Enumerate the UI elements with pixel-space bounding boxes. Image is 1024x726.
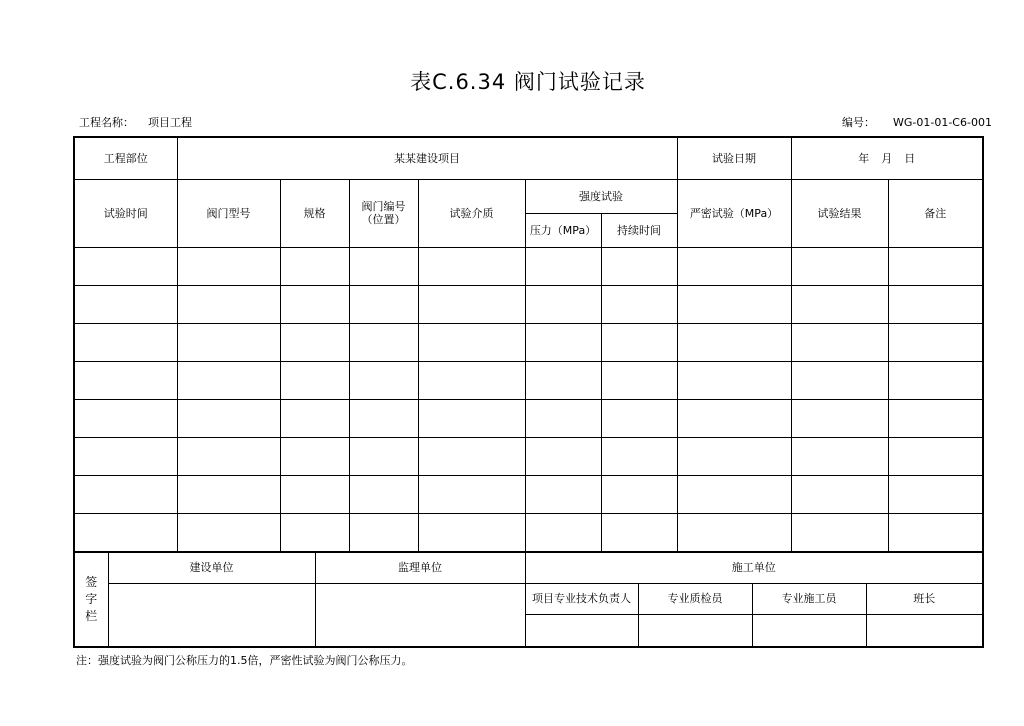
table-cell[interactable] <box>177 513 280 551</box>
table-cell[interactable] <box>280 361 349 399</box>
footnote: 注：强度试验为阀门公称压力的1.5倍，严密性试验为阀门公称压力。 <box>76 654 413 667</box>
col-tightness: 严密试验（MPa） <box>677 179 791 247</box>
signature-column-label <box>74 552 108 647</box>
col-valve-model: 阀门型号 <box>177 179 280 247</box>
table-cell[interactable] <box>888 361 983 399</box>
construction-unit-label: 建设单位 <box>108 552 315 583</box>
table-cell[interactable] <box>601 285 677 323</box>
table-cell[interactable] <box>525 247 601 285</box>
part-value: 某某建设项目 <box>177 137 677 179</box>
table-cell[interactable] <box>177 285 280 323</box>
col-spec: 规格 <box>280 179 349 247</box>
project-name-value: 项目工程 <box>148 116 192 129</box>
table-cell[interactable] <box>280 475 349 513</box>
date-month: 月 <box>881 151 893 165</box>
table-row <box>74 437 983 475</box>
page-title: 表C.6.34 阀门试验记录 <box>410 70 646 94</box>
quality-inspector-sign[interactable] <box>638 614 752 647</box>
table-cell[interactable] <box>677 437 791 475</box>
table-cell[interactable] <box>525 399 601 437</box>
col-medium: 试验介质 <box>418 179 525 247</box>
table-cell[interactable] <box>74 247 177 285</box>
table-cell[interactable] <box>601 399 677 437</box>
code-label: 编号： <box>842 116 875 129</box>
table-cell[interactable] <box>677 399 791 437</box>
test-record-table <box>73 136 984 552</box>
table-cell[interactable] <box>177 361 280 399</box>
table-cell[interactable] <box>349 285 418 323</box>
signature-column-text: 签字栏 <box>85 574 98 623</box>
table-cell[interactable] <box>349 475 418 513</box>
table-cell[interactable] <box>601 361 677 399</box>
signature-header-row <box>74 552 983 583</box>
col-strength-test: 强度试验 <box>525 179 677 213</box>
table-cell[interactable] <box>349 437 418 475</box>
table-cell[interactable] <box>418 285 525 323</box>
table-cell[interactable] <box>888 437 983 475</box>
tech-lead-sign[interactable] <box>525 614 638 647</box>
table-cell[interactable] <box>525 475 601 513</box>
table-cell[interactable] <box>888 475 983 513</box>
table-cell[interactable] <box>418 513 525 551</box>
table-cell[interactable] <box>177 247 280 285</box>
table-row <box>74 513 983 551</box>
table-cell[interactable] <box>280 513 349 551</box>
table-cell[interactable] <box>525 437 601 475</box>
table-cell[interactable] <box>791 247 888 285</box>
table-cell[interactable] <box>791 475 888 513</box>
table-cell[interactable] <box>677 323 791 361</box>
constructor-label: 专业施工员 <box>752 583 866 614</box>
date-label: 试验日期 <box>677 137 791 179</box>
form-table <box>73 136 984 648</box>
header-row <box>74 137 983 179</box>
col-valve-no-text: 阀门编号（位置） <box>361 200 406 226</box>
construction-unit-sign[interactable] <box>108 583 315 647</box>
table-cell[interactable] <box>74 399 177 437</box>
table-cell[interactable] <box>601 513 677 551</box>
contractor-unit-label: 施工单位 <box>525 552 983 583</box>
table-cell[interactable] <box>791 399 888 437</box>
column-header-row <box>74 179 983 213</box>
table-cell[interactable] <box>177 399 280 437</box>
signature-table <box>73 552 984 649</box>
supervision-unit-sign[interactable] <box>315 583 525 647</box>
table-cell[interactable] <box>177 323 280 361</box>
table-cell[interactable] <box>418 399 525 437</box>
table-row <box>74 399 983 437</box>
table-row <box>74 361 983 399</box>
project-name <box>79 114 192 130</box>
table-cell[interactable] <box>888 247 983 285</box>
table-cell[interactable] <box>601 323 677 361</box>
table-cell[interactable] <box>349 247 418 285</box>
table-cell[interactable] <box>677 361 791 399</box>
table-cell[interactable] <box>349 323 418 361</box>
table-cell[interactable] <box>349 361 418 399</box>
col-valve-no <box>349 179 418 247</box>
table-cell[interactable] <box>349 513 418 551</box>
table-cell[interactable] <box>791 513 888 551</box>
table-cell[interactable] <box>888 285 983 323</box>
table-cell[interactable] <box>280 285 349 323</box>
table-cell[interactable] <box>791 361 888 399</box>
table-cell[interactable] <box>888 399 983 437</box>
table-cell[interactable] <box>74 475 177 513</box>
table-cell[interactable] <box>418 437 525 475</box>
table-cell[interactable] <box>418 361 525 399</box>
table-cell[interactable] <box>280 399 349 437</box>
table-cell[interactable] <box>280 247 349 285</box>
tech-lead-label: 项目专业技术负责人 <box>525 583 638 614</box>
table-cell[interactable] <box>418 475 525 513</box>
date-year: 年 <box>858 151 870 165</box>
table-row <box>74 285 983 323</box>
table-cell[interactable] <box>791 323 888 361</box>
part-label: 工程部位 <box>74 137 177 179</box>
table-cell[interactable] <box>525 361 601 399</box>
col-remark: 备注 <box>888 179 983 247</box>
table-cell[interactable] <box>888 323 983 361</box>
table-cell[interactable] <box>418 247 525 285</box>
date-value <box>791 137 983 179</box>
table-cell[interactable] <box>677 513 791 551</box>
table-cell[interactable] <box>177 475 280 513</box>
table-cell[interactable] <box>791 437 888 475</box>
table-row <box>74 475 983 513</box>
table-cell[interactable] <box>280 323 349 361</box>
table-cell[interactable] <box>349 399 418 437</box>
document-code <box>842 114 992 130</box>
constructor-sign[interactable] <box>752 614 866 647</box>
col-result: 试验结果 <box>791 179 888 247</box>
quality-inspector-label: 专业质检员 <box>638 583 752 614</box>
table-cell[interactable] <box>601 247 677 285</box>
table-cell[interactable] <box>74 285 177 323</box>
project-name-label: 工程名称： <box>79 116 134 129</box>
table-cell[interactable] <box>177 437 280 475</box>
supervision-unit-label: 监理单位 <box>315 552 525 583</box>
table-cell[interactable] <box>74 361 177 399</box>
table-cell[interactable] <box>418 323 525 361</box>
table-cell[interactable] <box>280 437 349 475</box>
date-day: 日 <box>904 151 916 165</box>
table-cell[interactable] <box>888 513 983 551</box>
table-cell[interactable] <box>525 513 601 551</box>
table-cell[interactable] <box>601 475 677 513</box>
table-cell[interactable] <box>677 285 791 323</box>
col-duration: 持续时间 <box>601 213 677 247</box>
table-row <box>74 247 983 285</box>
table-cell[interactable] <box>74 437 177 475</box>
team-leader-label: 班长 <box>866 583 983 614</box>
table-cell[interactable] <box>74 513 177 551</box>
table-cell[interactable] <box>525 323 601 361</box>
code-value: WG-01-01-C6-001 <box>893 116 992 129</box>
col-pressure: 压力（MPa） <box>525 213 601 247</box>
signature-role-row <box>74 583 983 614</box>
table-cell[interactable] <box>525 285 601 323</box>
table-cell[interactable] <box>601 437 677 475</box>
team-leader-sign[interactable] <box>866 614 983 647</box>
col-test-time: 试验时间 <box>74 179 177 247</box>
table-cell[interactable] <box>677 247 791 285</box>
table-cell[interactable] <box>74 323 177 361</box>
table-cell[interactable] <box>677 475 791 513</box>
table-row <box>74 323 983 361</box>
table-cell[interactable] <box>791 285 888 323</box>
